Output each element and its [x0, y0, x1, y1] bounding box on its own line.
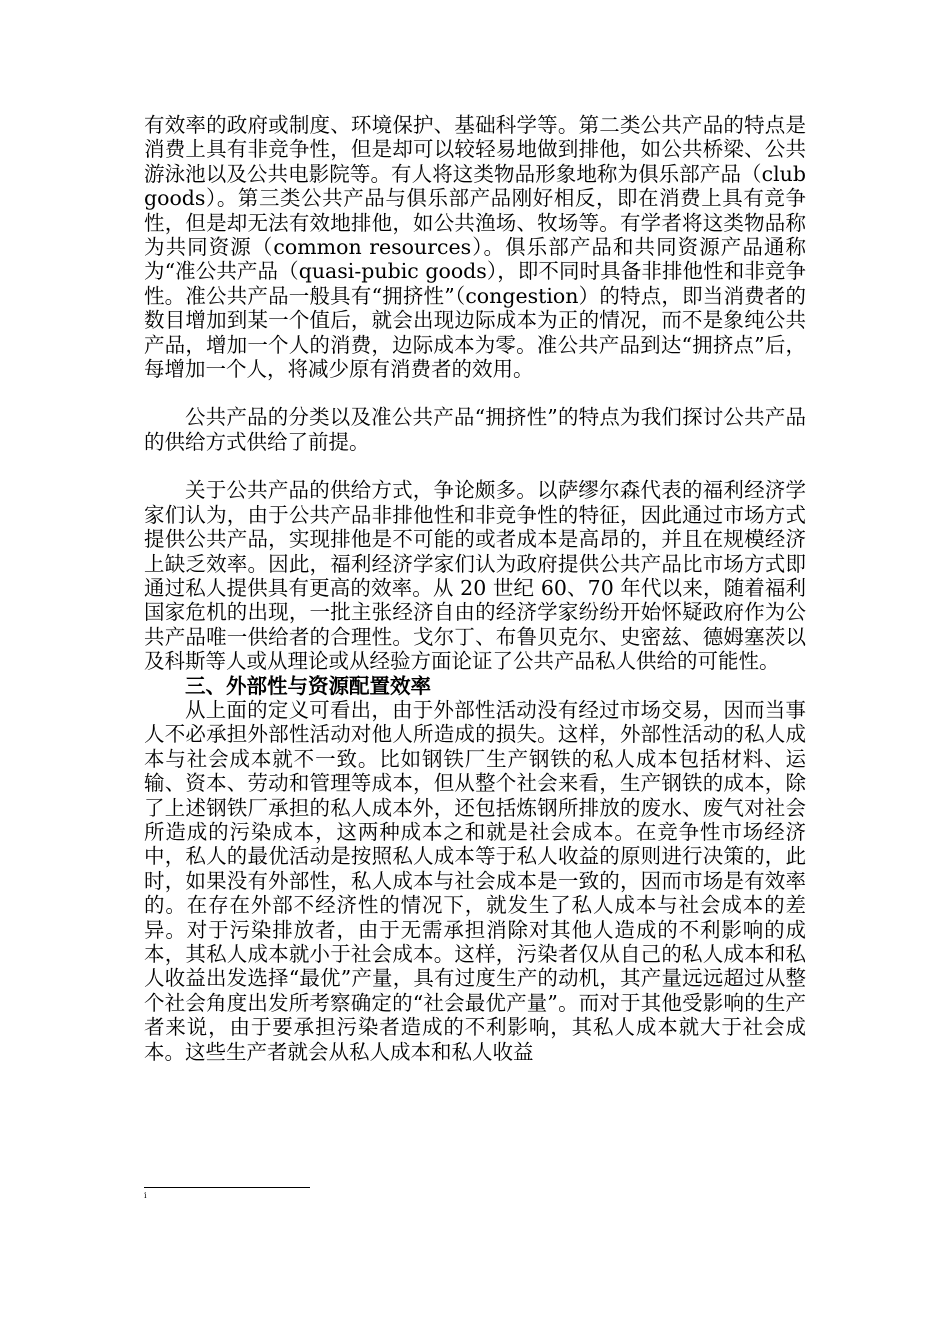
footnote-marker: i: [144, 1191, 147, 1200]
document-body: [144, 113, 806, 1064]
footnote-divider: [144, 1187, 310, 1188]
paragraph-supply-debate: 关于公共产品的供给方式，争论颇多。以萨缪尔森代表的福利经济学家们认为，由于公共产品非排他性和非竞争性的特征，因此通过市场方式提供公共产品，实现排他是不可能的或者成本是高昂的，并且在规模经济上缺乏效率。因此，福利经济学家们认为政府提供公共产品比市场方式即通过私人提供具有更高的效率。从 20 世纪 60、70 年代以来，随着福利国家危机的出现，一批主张经济自由的经济学家纷纷开始怀疑政府作为公共产品唯一供给者的合理性。戈尔丁、布鲁贝克尔、史密兹、德姆塞茨以及科斯等人或从理论或从经验方面论证了公共产品私人供给的可能性。: [144, 478, 806, 674]
section-heading: 三、外部性与资源配置效率: [185, 673, 431, 698]
paragraph-classification-summary: 公共产品的分类以及准公共产品“拥挤性”的特点为我们探讨公共产品的供给方式供给了前提。: [144, 405, 806, 454]
paragraph-spacer: [144, 381, 806, 405]
paragraph-public-goods-classification: 有效率的政府或制度、环境保护、基础科学等。第二类公共产品的特点是消费上具有非竞争性，但是却可以较轻易地做到排他，如公共桥梁、公共游泳池以及公共电影院等。有人将这类物品形象地称为俱乐部产品（club goods）。第三类公共产品与俱乐部产品刚好相反，即在消费上具有竞争性，但是却无法有效地排他，如公共渔场、牧场等。有学者将这类物品称为共同资源（common resources）。俱乐部产品和共同资源产品通称为“准公共产品（quasi-pubic goods），即不同时具备非排他性和非竞争性。准公共产品一般具有“拥挤性”（congestion）的特点，即当消费者的数目增加到某一个值后，就会出现边际成本为正的情况，而不是象纯公共产品，增加一个人的消费，边际成本为零。准公共产品到达“拥挤点”后，每增加一个人，将减少原有消费者的效用。: [144, 113, 806, 382]
paragraph-spacer: [144, 454, 806, 478]
paragraph-externality-costs: 从上面的定义可看出，由于外部性活动没有经过市场交易，因而当事人不必承担外部性活动对他人所造成的损失。这样，外部性活动的私人成本与社会成本就不一致。比如钢铁厂生产钢铁的私人成本包括材料、运输、资本、劳动和管理等成本，但从整个社会来看，生产钢铁的成本，除了上述钢铁厂承担的私人成本外，还包括炼钢所排放的废水、废气对社会所造成的污染成本，这两种成本之和就是社会成本。在竞争性市场经济中，私人的最优活动是按照私人成本等于私人收益的原则进行决策的，此时，如果没有外部性，私人成本与社会成本是一致的，因而市场是有效率的。在存在外部不经济性的情况下，就发生了私人成本与社会成本的差异。对于污染排放者，由于无需承担消除对其他人造成的不利影响的成本，其私人成本就小于社会成本。这样，污染者仅从自己的私人成本和私人收益出发选择“最优”产量，具有过度生产的动机，其产量远远超过从整个社会角度出发所考察确定的“社会最优产量”。而对于其他受影响的生产者来说，由于要承担污染者造成的不利影响，其私人成本就大于社会成本。这些生产者就会从私人成本和私人收益: [144, 697, 806, 1064]
